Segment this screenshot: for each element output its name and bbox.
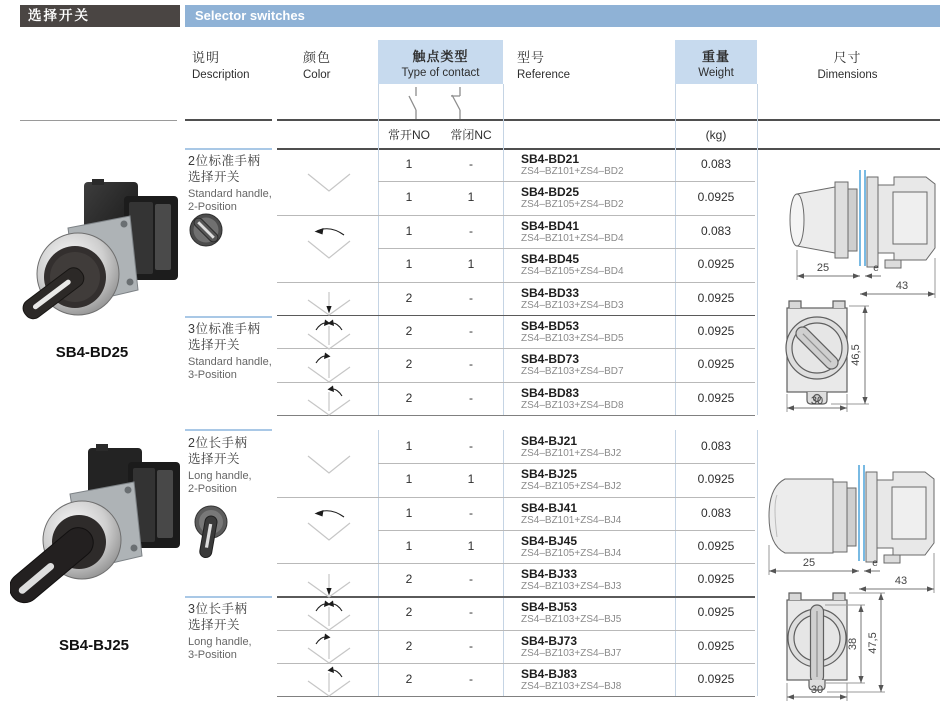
row-divider [277,215,378,216]
contact-no-cell: 1 [405,157,413,171]
reference-cell: SB4-BJ41 [521,500,578,515]
dim-bj-25: 25 [802,557,816,569]
contact-nc-cell: - [469,323,473,338]
contact-no-cell: 2 [405,605,413,620]
column-line [675,84,676,148]
position-icon-3-position-spring-return-right [297,379,361,419]
reference-cell: SB4-BJ25 [521,467,578,482]
reference-cell: SB4-BD73 [521,352,580,367]
no-column-label: 常开NO [387,128,430,142]
divider-blue [185,596,272,598]
reference-composition: ZS4–BZ103+ZS4–BJ7 [521,647,622,659]
position-icon-2-position-maintained [297,155,361,195]
product-label-bj25: SB4-BJ25 [58,637,130,654]
product-photo-sb4-bd25 [12,178,180,328]
weight-cell: 0.0925 [697,472,735,487]
dimensions-header: 尺寸 Dimensions [817,50,878,81]
reference-composition: ZS4–BZ103+ZS4–BD3 [521,299,624,311]
contact-nc-cell: - [469,671,473,686]
weight-cell: 0.0925 [697,638,735,653]
weight-header: 重量 Weight [675,40,757,84]
dim-bj-43: 43 [894,575,908,587]
dim-bj-38: 38 [847,637,859,651]
contact-no-cell: 2 [405,357,413,372]
contact-nc-cell: 1 [467,257,475,272]
product-label-bd25: SB4-BD25 [55,344,129,361]
contact-nc-icon [447,86,467,120]
reference-cell: SB4-BJ21 [521,434,578,448]
reference-cell: SB4-BJ45 [521,533,578,548]
description-header: 说明 Description [192,50,250,81]
weight-cell: 0.0925 [697,190,735,205]
dimensions-drawing-bj [757,455,940,702]
weight-cell: 0.083 [700,157,732,171]
reference-cell: SB4-BJ73 [521,633,578,648]
standard-handle-knob-icon [188,212,224,248]
reference-composition: ZS4–BZ103+ZS4–BD5 [521,332,624,344]
contact-no-cell: 1 [405,472,413,487]
reference-composition: ZS4–BZ103+ZS4–BD8 [521,399,624,411]
dim-bd-30: 30 [810,395,824,407]
reference-cell: SB4-BD45 [521,252,580,267]
reference-cell: SB4-BD21 [521,152,580,166]
contact-nc-cell: - [469,638,473,653]
row-divider [277,497,378,498]
weight-cell: 0.083 [700,223,732,238]
reference-composition: ZS4–BZ105+ZS4–BJ4 [521,547,622,559]
reference-cell: SB4-BJ33 [521,567,578,581]
column-line [378,84,379,148]
contact-nc-cell: 1 [467,538,475,553]
nc-column-label: 常闭NC [450,128,492,142]
reference-cell: SB4-BJ53 [521,600,578,615]
position-icon-2-position-maintained [297,437,361,477]
contact-no-icon [403,86,423,120]
contact-nc-cell: - [469,605,473,620]
reference-cell: SB4-BJ83 [521,666,578,681]
dim-bd-46-5: 46,5 [850,344,862,366]
contact-type-header: 触点类型 Type of contact [378,40,503,84]
dim-bj-e: e [872,558,878,569]
divider-blue [185,429,272,431]
contact-nc-cell: - [469,157,473,171]
contact-nc-cell: - [469,505,473,520]
position-icon-3-position-spring-return-right [297,660,361,700]
reference-composition: ZS4–BZ103+ZS4–BD7 [521,366,624,378]
reference-cell: SB4-BD33 [521,285,580,300]
page-title-cn: 选择开关 [20,5,180,27]
weight-cell: 0.0925 [697,390,735,405]
contact-no-cell: 1 [405,538,413,553]
weight-cell: 0.0925 [697,572,735,586]
contact-no-cell: 2 [405,390,413,405]
reference-header: 型号 Reference [517,50,571,81]
column-line [757,84,758,148]
weight-cell: 0.083 [700,439,732,453]
dim-bd-43: 43 [895,280,909,292]
weight-cell: 0.0925 [697,323,735,338]
contact-no-cell: 1 [405,439,413,453]
reference-composition: ZS4–BZ103+ZS4–BJ5 [521,614,622,626]
contact-no-cell: 2 [405,290,413,305]
position-icon-2-position-spring-return [297,222,361,262]
divider [277,148,940,150]
page-title-en: Selector switches [185,5,940,27]
reference-cell: SB4-BD83 [521,385,580,400]
contact-nc-cell: - [469,390,473,405]
reference-composition: ZS4–BZ101+ZS4–BJ2 [521,448,622,459]
contact-no-cell: 1 [405,257,413,272]
long-handle-knob-icon [184,503,232,565]
dim-bj-47-5: 47,5 [867,632,879,654]
contact-no-cell: 2 [405,638,413,653]
contact-no-cell: 1 [405,223,413,238]
contact-nc-cell: - [469,290,473,305]
contact-no-cell: 1 [405,190,413,205]
weight-cell: 0.0925 [697,290,735,305]
reference-composition: ZS4–BZ101+ZS4–BD2 [521,166,624,177]
description-group-long-3pos: 3位长手柄 选择开关 Long handle, 3-Position [188,602,252,661]
dim-bd-e: e [873,263,879,274]
contact-no-cell: 2 [405,572,413,586]
reference-cell: SB4-BD53 [521,318,580,333]
column-line [503,84,504,148]
weight-unit-label: (kg) [705,128,727,142]
divider [185,119,272,121]
reference-composition: ZS4–BZ105+ZS4–BJ2 [521,481,622,493]
reference-composition: ZS4–BZ101+ZS4–BD4 [521,232,624,244]
reference-composition: ZS4–BZ103+ZS4–BJ8 [521,680,622,692]
contact-no-cell: 2 [405,323,413,338]
weight-cell: 0.0925 [697,605,735,620]
divider [277,119,940,121]
reference-composition: ZS4–BZ103+ZS4–BJ3 [521,581,622,592]
reference-cell: SB4-BD41 [521,218,580,233]
dim-bd-25: 25 [816,262,830,274]
color-header: 颜色 Color [303,50,332,81]
weight-cell: 0.083 [700,505,732,520]
dimensions-drawing-bd [757,158,940,414]
contact-nc-cell: 1 [467,190,475,205]
contact-nc-cell: - [469,439,473,453]
weight-cell: 0.0925 [697,257,735,272]
contact-nc-cell: - [469,357,473,372]
reference-cell: SB4-BD25 [521,185,580,200]
divider-blue [185,148,272,150]
description-group-long-2pos: 2位长手柄 选择开关 Long handle, 2-Position [188,436,252,495]
contact-no-cell: 1 [405,505,413,520]
contact-nc-cell: - [469,223,473,238]
reference-composition: ZS4–BZ105+ZS4–BD2 [521,199,624,211]
contact-no-cell: 2 [405,671,413,686]
dim-bj-30: 30 [810,684,824,696]
weight-cell: 0.0925 [697,357,735,372]
divider [20,120,177,121]
product-photo-sb4-bj25 [10,442,182,614]
description-group-standard-2pos: 2位标准手柄 选择开关 Standard handle, 2-Position [188,154,272,213]
reference-composition: ZS4–BZ101+ZS4–BJ4 [521,514,622,526]
divider-blue [185,316,272,318]
description-group-standard-3pos: 3位标准手柄 选择开关 Standard handle, 3-Position [188,322,272,381]
contact-nc-cell: - [469,572,473,586]
position-icon-2-position-spring-return [297,504,361,544]
contact-nc-cell: 1 [467,472,475,487]
reference-composition: ZS4–BZ105+ZS4–BD4 [521,266,624,278]
weight-cell: 0.0925 [697,671,735,686]
weight-cell: 0.0925 [697,538,735,553]
